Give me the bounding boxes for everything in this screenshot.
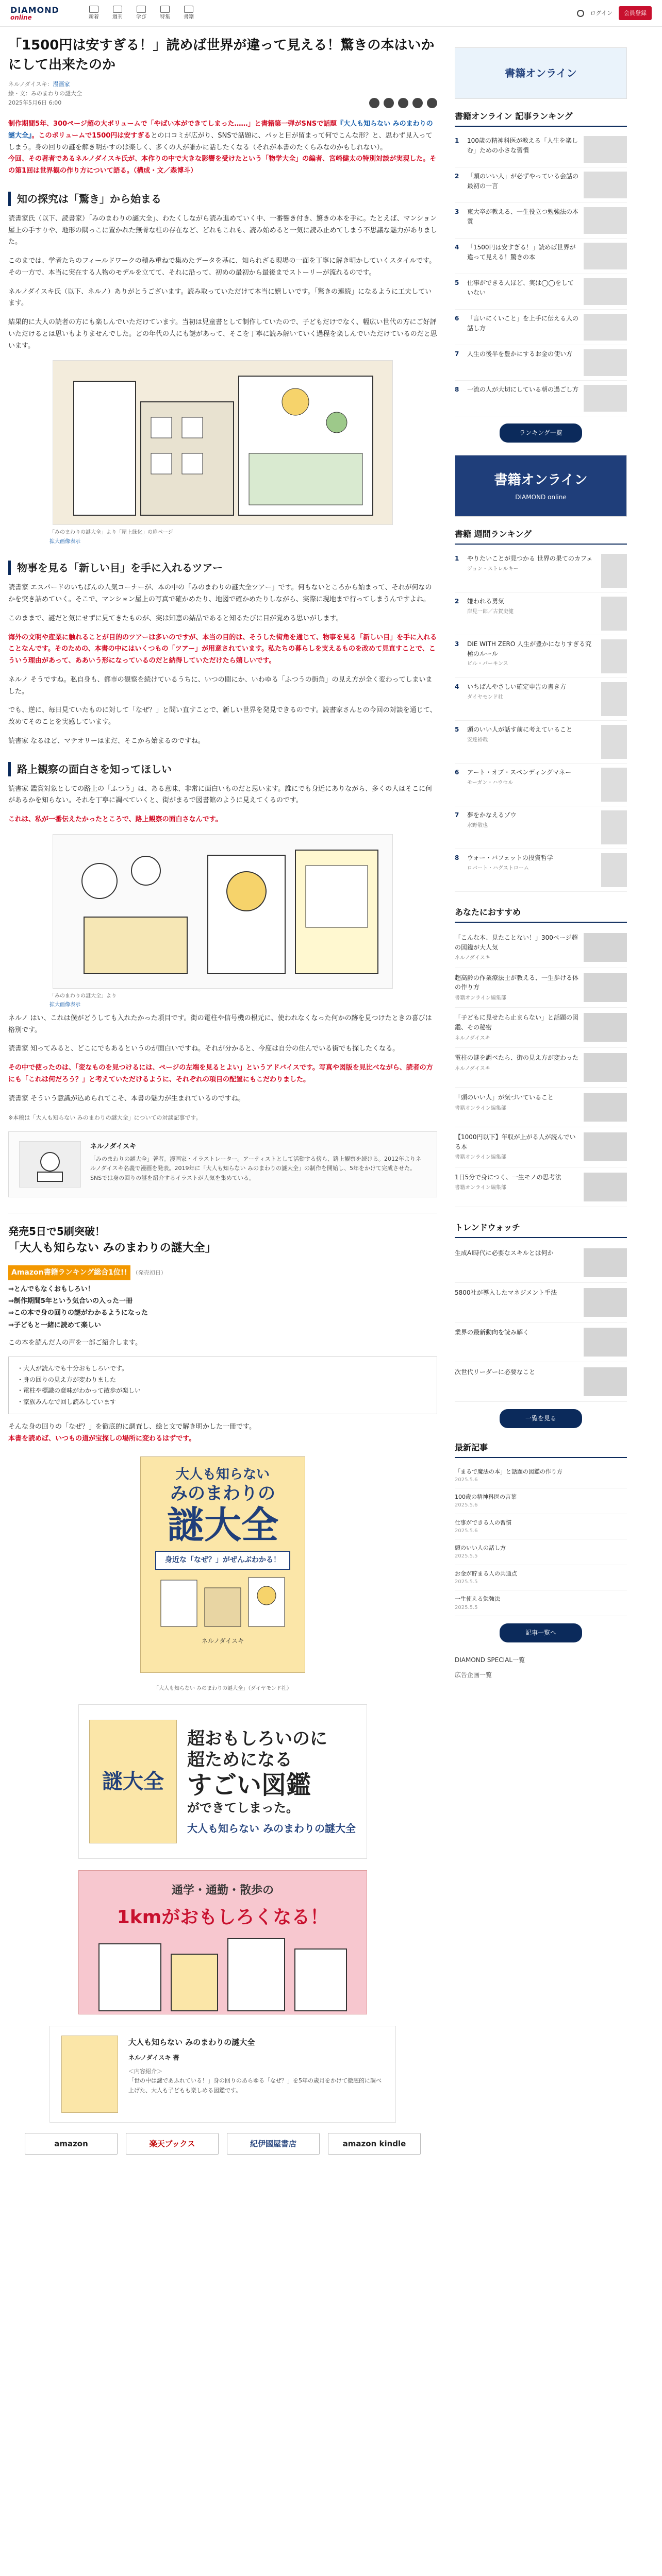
rank-title: 100歳の精神科医が教える「人生を楽しむ」ための小さな習慣 (467, 137, 578, 154)
promo-banner-1[interactable] (78, 1704, 367, 1859)
ranking-title: 書籍オンライン 記事ランキング (455, 109, 627, 127)
book-title: 夢をかなえるゾウ (467, 811, 517, 819)
trend-item-title: 業界の最新動向を読み解く (455, 1328, 529, 1336)
rank-number: 5 (455, 726, 459, 733)
latest-item-date: 2025.5.5 (455, 1604, 478, 1611)
rooftop-drawing (53, 361, 393, 525)
article-lead (8, 118, 437, 177)
rec-thumbnail (584, 1173, 627, 1201)
street-illustration[interactable] (53, 834, 393, 989)
caption-text: 「大人も知らない みのまわりの謎大全」 (154, 1685, 249, 1691)
list-item[interactable] (455, 1565, 627, 1591)
reader-voice: ・電柱や標識の意味がわかって散歩が楽しい (17, 1387, 141, 1395)
article-title: 「1500円は安すぎる！」読めば世界が違って見える！驚きの本はいかにして出来たのか (8, 38, 435, 73)
latest-item-title: 頭のいい人の話し方 (455, 1545, 506, 1552)
author-role[interactable]: 漫画家 (53, 81, 70, 88)
trend-item-title: 5800社が導入したマネジメント手法 (455, 1289, 557, 1296)
feature-icon (160, 6, 170, 13)
ranking-more-button[interactable]: ランキング一覧 (500, 423, 582, 443)
rank-thumbnail (584, 172, 627, 198)
rank-number: 7 (455, 811, 459, 819)
rec-source: ネルノダイスキ (455, 955, 490, 961)
nav-item-books[interactable] (184, 6, 194, 21)
book-info-heading: ＜内容紹介＞ (128, 2067, 162, 2075)
latest-item-title: 仕事ができる人の習慣 (455, 1519, 511, 1526)
latest-item-date: 2025.5.6 (455, 1477, 478, 1483)
promo-bullet: ⇒子どもと一緒に読めて楽しい (8, 1321, 101, 1329)
paragraph: 読書家 そういう意識が込められてこそ、本書の魅力が生まれているのですね。 (8, 1094, 245, 1103)
book-icon (184, 6, 193, 13)
list-item[interactable] (455, 381, 627, 416)
rank-thumbnail (584, 314, 627, 341)
facebook-share-icon[interactable] (398, 98, 408, 108)
book-info-title: 大人も知らない みのまわりの謎大全 (128, 2038, 255, 2047)
figure-street (8, 834, 437, 1010)
list-item[interactable] (455, 345, 627, 381)
list-item[interactable] (455, 928, 627, 968)
book-author: 岸見一郎／古賀史健 (467, 608, 514, 615)
paragraph: 海外の文明や産業に触れることが目的のツアーは多いのですが、本当の目的は、そうした街角を通じて、物事を見る「新しい目」を手に入れることなんです。そのための、本書の中にはいくつもの「ツアー」が用意されています。私たちの暮らしを支えるものを改めて見直すことで、こういう理由があって、ああいう形になっているのだと納得していただけたら嬉しいです。 (8, 633, 437, 665)
weekly-ranking-title: 書籍 週間ランキング (455, 527, 627, 545)
latest-item-title: 「まるで魔法の本」と話題の図鑑の作り方 (455, 1468, 562, 1475)
trend-thumbnail (584, 1367, 627, 1396)
book-thumbnail (601, 639, 627, 673)
recommend-title: あなたにおすすめ (455, 905, 627, 923)
paragraph: ネルノ はい、これは僕がどうしても入れたかった項目です。街の電柱や信号機の根元に、使われなくなった何かの跡を見つけたときの喜びは格別です。 (8, 1014, 432, 1034)
rank-thumbnail (584, 243, 627, 269)
book-thumbnail (601, 682, 627, 716)
author-name[interactable]: ネルノダイスキ (8, 81, 47, 88)
street-drawing (53, 835, 393, 989)
nav-label: 新着 (89, 14, 99, 20)
trend-thumbnail (584, 1328, 627, 1357)
author-portrait-icon (29, 1146, 71, 1182)
caption-text: （ダイヤモンド社） (248, 1685, 292, 1691)
latest-item-title: 一生使える勉強法 (455, 1596, 500, 1603)
author-profile (8, 1131, 437, 1197)
rank-number: 1 (455, 555, 459, 562)
list-item[interactable] (455, 132, 627, 167)
book-thumbnail (601, 810, 627, 844)
rank-title: 「言いにくいこと」を上手に伝える人の話し方 (467, 315, 579, 332)
banner-line: ができてしまった。 (187, 1800, 299, 1815)
article-date: 2025年5月6日 6:00 (8, 99, 62, 106)
reader-voice: ・家族みんなで回し読みしています (17, 1398, 117, 1405)
rank-number: 2 (455, 173, 459, 180)
rec-source: 書籍オンライン編集部 (455, 1185, 506, 1191)
rec-thumbnail (584, 1132, 627, 1161)
rec-source: 書籍オンライン編集部 (455, 995, 506, 1001)
main-nav (89, 6, 194, 21)
print-icon[interactable] (369, 98, 379, 108)
latest-item-date: 2025.5.5 (455, 1579, 478, 1585)
book-author: ダイヤモンド社 (467, 694, 503, 700)
nav-item-learn[interactable] (136, 6, 146, 21)
closing-highlight: 本書を読めば、いつもの道が宝探しの場所に変わるはずです。 (8, 1435, 196, 1443)
rec-source: ネルノダイスキ (455, 1065, 490, 1072)
nav-item-feature[interactable] (160, 6, 170, 21)
logo-bottom: online (10, 13, 32, 21)
book-thumbnail (601, 597, 627, 631)
banner-line: 通学・通勤・散歩の (171, 1884, 274, 1897)
book-info (49, 2026, 396, 2123)
book-title: DIE WITH ZERO 人生が豊かになりすぎる究極のルール (467, 640, 592, 657)
buy-rakuten-button[interactable]: 楽天ブックス (126, 2133, 219, 2155)
rank-title: 「頭のいい人」が必ずやっている会話の最初の一言 (467, 173, 579, 190)
banner-line: すごい図鑑 (187, 1770, 311, 1800)
nav-label: 書籍 (184, 14, 194, 20)
trend-more-button[interactable]: 一覧を見る (500, 1409, 582, 1428)
list-item[interactable] (455, 167, 627, 203)
ad-text: 書籍オンライン (505, 66, 577, 79)
latest-title: 最新記事 (455, 1440, 627, 1458)
rank-number: 6 (455, 769, 459, 776)
book-info-author: ネルノダイスキ 著 (128, 2054, 179, 2061)
trend-thumbnail (584, 1288, 627, 1317)
list-item[interactable] (455, 1088, 627, 1127)
amazon-note: （発売初日） (132, 1269, 167, 1277)
rank-thumbnail (584, 207, 627, 234)
latest-more-button[interactable]: 記事一覧へ (500, 1623, 582, 1642)
list-item[interactable] (455, 1008, 627, 1048)
banner-line: 超おもしろいのに (187, 1728, 327, 1750)
paragraph: 読書家 なるほど、マテオリーはまだ、そこから始まるのですね。 (8, 737, 205, 745)
sidebar-ad-top[interactable] (455, 47, 627, 99)
book-author: 安達裕哉 (467, 737, 488, 743)
section-heading: 物事を見る「新しい目」を手に入れるツアー (8, 561, 437, 575)
rec-title: 【1000円以下】年収が上がる人が読んでいる本 (455, 1133, 576, 1150)
list-item[interactable] (455, 1590, 627, 1616)
mini-cover-title: 謎大全 (102, 1770, 164, 1794)
nav-item-weekly[interactable] (112, 6, 123, 21)
sidebar-ad-books[interactable] (455, 455, 627, 517)
latest-item-date: 2025.5.6 (455, 1502, 478, 1509)
book-title: ウォー・バフェットの投資哲学 (467, 854, 553, 861)
paragraph: ネルノ そうですね。私自身も、都市の観察を続けているうちに、いつの間にか、いわゆる「ふつうの街角」の見え方が全く変わってしまいました。 (8, 675, 433, 696)
reader-voice: ・身の回りの見え方が変わりました (17, 1376, 117, 1383)
rank-title: 東大卒が教える、一生役立つ勉強法の本質 (467, 208, 579, 225)
enlarge-link[interactable]: 拡大画像表示 (49, 1002, 80, 1008)
book-title: アート・オブ・スペンディングマネー (467, 769, 572, 776)
book-author: モーガン・ハウセル (467, 779, 514, 786)
buy-kindle-button[interactable]: amazon kindle (328, 2133, 421, 2155)
promo-bullets (8, 1283, 437, 1332)
promo-bullet: ⇒とんでもなくおもしろい！ (8, 1285, 94, 1293)
paragraph: 結果的に大人の読者の方にも楽しんでいただけています。当初は児童書として制作していたので、子どもだけでなく、幅広い世代の方にご好評いただけるとは思いもよりませんでした。どの年代の人にも謎があって、そこを丁寧に読み解いていく過程を楽しんでいただけているのだと思います。 (8, 318, 437, 350)
figure-rooftop (8, 360, 437, 546)
lead-part: 今回、その著者であるネルノダイスキ氏が、本作りの中で大きな影響を受けたという「物学大全」の編者、宮崎健太の特別対談が実現した。その第1回は世界観の作り方について語る。（構成・文／森博斗） (8, 155, 437, 175)
rank-number: 8 (455, 854, 459, 861)
list-item[interactable] (455, 806, 627, 849)
banner-line: 大人も知らない みのまわりの謎大全 (187, 1822, 356, 1835)
promo-intro: この本を読んだ人の声を一部ご紹介します。 (8, 1339, 142, 1347)
book-thumbnail (601, 853, 627, 887)
list-item[interactable] (455, 203, 627, 239)
trend-title: トレンドウォッチ (455, 1221, 627, 1238)
rank-title: 一流の人が大切にしている朝の過ごし方 (467, 386, 579, 393)
nav-item-new[interactable] (89, 6, 99, 21)
paragraph: 読書家 知ってみると、どこにでもあるというのが面白いですね。それが分かると、今度は自分の住んでいる街でも探したくなる。 (8, 1045, 400, 1053)
rank-thumbnail (584, 278, 627, 305)
promo-closing (8, 1421, 437, 1445)
book-title: 嫌われる勇気 (467, 598, 505, 605)
trend-thumbnail (584, 1248, 627, 1277)
list-item[interactable] (455, 1463, 627, 1489)
rank-number: 8 (455, 386, 459, 393)
cover-title-line: 大人も知らない (175, 1466, 270, 1482)
lead-book-link[interactable]: 『大人も知らない みのまわりの謎大全』 (8, 120, 433, 140)
trend-item-title: 生成AI時代に必要なスキルとは何か (455, 1249, 554, 1257)
list-item[interactable] (455, 635, 627, 678)
rank-number: 6 (455, 315, 459, 322)
cover-title-line: 謎大全 (167, 1503, 278, 1547)
banner-line: 超ためになる (187, 1750, 292, 1771)
rec-thumbnail (584, 1053, 627, 1082)
ad-subtitle: DIAMOND online (515, 494, 567, 501)
book-title: やりたいことが見つかる 世界の果てのカフェ (467, 555, 593, 562)
article-credit: 絵・文：みのまわりの謎大全 (8, 90, 82, 97)
paragraph: このままで、謎だと気にせずに見てきたものが、実は知恵の結晶であると知るたびに目が覚める思いがします。 (8, 614, 343, 622)
buy-kinokuniya-button[interactable]: 紀伊國屋書店 (227, 2133, 320, 2155)
rec-title: 「子どもに見せたら止まらない」と話題の図鑑、その秘密 (455, 1014, 579, 1031)
author-avatar (19, 1141, 81, 1188)
rec-thumbnail (584, 1093, 627, 1122)
profile-text: 「みのまわりの謎大全」著者。漫画家・イラストレーター。アーティストとして活動する傍ら、路上観察を続ける。2012年よりネルノダイスキ名義で漫画を発表。2019年に「大人も知らない みのまわりの謎大全」の制作を開始し、5年をかけて完成させた。SNSでは身の回りの謎を紹介するイラストが人気を集めている。 (90, 1155, 422, 1182)
rec-title: 電柱の謎を調べたら、街の見え方が変わった (455, 1054, 578, 1062)
list-item[interactable] (455, 1048, 627, 1088)
list-item[interactable] (455, 592, 627, 635)
recommend-list (455, 928, 627, 1207)
nav-label: 週刊 (112, 14, 123, 20)
cover-author: ネルノダイスキ (201, 1637, 244, 1645)
article (8, 27, 437, 2165)
book-thumbnail (601, 554, 627, 588)
mini-cover (89, 1720, 177, 1843)
list-item[interactable] (455, 764, 627, 806)
list-item[interactable] (455, 1488, 627, 1514)
rec-source: 書籍オンライン編集部 (455, 1105, 506, 1111)
book-cover[interactable] (140, 1456, 305, 1673)
book-info-text: 「世の中は謎であふれている！」身の回りのあらゆる「なぜ？」を5年の歳月をかけて徹底的に調べ上げた、大人も子どもも楽しめる図鑑です。 (128, 2077, 382, 2094)
site-header (0, 0, 662, 27)
ad-list-link[interactable]: 広告企画一覧 (455, 1671, 492, 1679)
trend-item-title: 次世代リーダーに必要なこと (455, 1368, 536, 1376)
list-item[interactable] (455, 1167, 627, 1207)
nav-label: 特集 (160, 14, 170, 20)
latest-item-title: お金が貯まる人の共通点 (455, 1570, 517, 1577)
list-item[interactable] (455, 310, 627, 345)
profile-name: ネルノダイスキ (90, 1142, 137, 1150)
book-author: ジョン・ストレルキー (467, 566, 519, 572)
share-buttons (8, 98, 437, 108)
paragraph: このまでは、学者たちのフィールドワークの積み重ねで集めたデータを基に、知られざる現場の一面を丁寧に解き明かしていくスタイルです。その一方で、本当に実在する人物のモデルを立てて、それに沿って、初めの最初から最後までストーリーが流れるのです。 (8, 257, 436, 277)
rec-thumbnail (584, 933, 627, 962)
enlarge-link[interactable]: 拡大画像表示 (49, 538, 80, 545)
search-icon[interactable] (577, 10, 584, 17)
book-caption (8, 1684, 437, 1693)
buy-buttons (8, 2133, 437, 2155)
rank-number: 2 (455, 598, 459, 605)
section-heading: 知の探究は「驚き」から始まる (8, 192, 437, 206)
new-icon (89, 6, 98, 13)
sidebar (455, 27, 627, 2165)
banner-illustration (94, 1934, 352, 2016)
rank-title: 仕事ができる人ほど、実は◯◯をしていない (467, 279, 574, 296)
list-item[interactable] (455, 550, 627, 592)
cover-title-line: みのまわりの (170, 1483, 275, 1504)
nav-label: 学び (136, 14, 146, 20)
rec-source: ネルノダイスキ (455, 1035, 490, 1041)
list-item[interactable] (455, 239, 627, 274)
closing-text: そんな身の回りの「なぜ？」を徹底的に調査し、絵と文で解き明かした一冊です。 (8, 1423, 256, 1431)
special-link[interactable]: DIAMOND SPECIAL一覧 (455, 1656, 525, 1664)
rec-title: 「こんな本、見たことない！」300ページ超の図鑑が大人気 (455, 934, 578, 951)
list-item[interactable] (455, 721, 627, 764)
reader-voices (8, 1357, 437, 1414)
rank-number: 3 (455, 208, 459, 215)
ad-title: 書籍オンライン (494, 472, 588, 488)
rec-title: 1日5分で身につく、一生モノの思考法 (455, 1173, 561, 1181)
promo-block (8, 1225, 437, 2155)
list-item[interactable] (455, 1283, 627, 1323)
book-title: いちばんやさしい確定申告の書き方 (467, 683, 567, 690)
buy-amazon-button[interactable]: amazon (25, 2133, 118, 2155)
logo-top: DIAMOND (10, 5, 59, 15)
rec-thumbnail (584, 973, 627, 1002)
lead-part: 制作期間5年、300ページ超の大ボリュームで「やばい本ができてしまった……」と書籍第一弾がSNSで話題 (8, 120, 337, 128)
book-author: 水野敬也 (467, 822, 488, 828)
list-item[interactable] (455, 1127, 627, 1167)
rank-thumbnail (584, 136, 627, 163)
list-item[interactable] (455, 968, 627, 1008)
promo-bullet: ⇒制作期間5年という気合いの入った一冊 (8, 1297, 133, 1306)
rec-title: 超高齢の作業療法士が教える、一生歩ける体の作り方 (455, 974, 579, 991)
paragraph: ネルノダイスキ氏（以下、ネルノ）ありがとうございます。読み取っていただけて本当に嬉しいです。「驚きの連続」になるように工夫しています。 (8, 287, 432, 308)
rec-thumbnail (584, 1013, 627, 1042)
rank-number: 7 (455, 350, 459, 358)
reader-voice: ・大人が読んでも十分おもしろいです。 (17, 1364, 128, 1372)
list-item[interactable] (455, 1539, 627, 1565)
book-thumbnail (601, 725, 627, 759)
author-sep: ： (47, 81, 53, 88)
latest-item-title: 100歳の精神科医の言葉 (455, 1494, 517, 1501)
lead-part: との口コミが広がり、SNSで話題に、パッと目が留まって何でこんな形？と、思わず見入ってしまう。身の回りの謎を解き明かすのは楽しく、多くの人が誰かに話したくなる（それが本書のたくらみなのかもしれない）。 (8, 131, 433, 151)
paragraph: でも、逆に、毎日見ていたものに対して「なぜ？」と問い直すことで、新しい世界を発見できるのです。読書家さんとの今回の対談を通じて、改めてそのことを実感しています。 (8, 706, 437, 726)
rank-number: 4 (455, 244, 459, 251)
list-item[interactable] (455, 678, 627, 721)
book-thumbnail (601, 768, 627, 802)
rank-number: 1 (455, 137, 459, 144)
cover-subtitle: 身近な「なぜ？」がぜんぶわかる！ (155, 1551, 290, 1570)
list-item[interactable] (455, 849, 627, 892)
rank-number: 4 (455, 683, 459, 690)
book-author: ロバート・ハグストローム (467, 865, 529, 871)
banner-line: 1kmがおもしろくなる！ (117, 1906, 329, 1928)
header-actions (577, 6, 652, 20)
paragraph: 読書家 エスパードのいちばんの人気コーナーが、本の中の「みのまわりの謎大全ツアー」です。何もないところから始まって、それが何なのかを突き詰めていく。そこで、マンション屋上の写真で確かめたり、地図で確かめたりしながら、実際に現地まで行ってしまうんですよね。 (8, 584, 432, 604)
magazine-icon (113, 6, 122, 13)
list-item[interactable] (455, 1514, 627, 1540)
promo-bullet: ⇒この本で身の回りの謎がわかるようになった (8, 1309, 148, 1317)
line-share-icon[interactable] (412, 98, 423, 108)
learn-icon (137, 6, 146, 13)
paragraph: これは、私が一番伝えたかったところで、路上観察の面白さなんです。 (8, 816, 222, 824)
list-item[interactable] (455, 274, 627, 310)
book-thumbnail[interactable] (61, 2036, 118, 2113)
latest-item-date: 2025.5.5 (455, 1553, 478, 1560)
section-heading: 路上観察の面白さを知ってほしい (8, 762, 437, 776)
latest-list (455, 1463, 627, 1616)
rank-thumbnail (584, 385, 627, 412)
rank-title: 「1500円は安すぎる！」読めば世界が違って見える！驚きの本 (467, 244, 576, 261)
rank-number: 5 (455, 279, 459, 286)
x-share-icon[interactable] (384, 98, 394, 108)
book-author: ビル・パーキンス (467, 661, 508, 667)
list-item[interactable] (455, 1362, 627, 1402)
bookmark-icon[interactable] (427, 98, 437, 108)
figure-caption: 「みのまわりの謎大全」より「屋上緑化」の扉ページ (49, 530, 173, 536)
trend-list (455, 1243, 627, 1402)
register-button[interactable]: 会員登録 (619, 6, 652, 20)
amazon-badge: Amazon書籍ランキング総合1位!! (8, 1265, 130, 1280)
rank-number: 3 (455, 640, 459, 648)
ranking-list (455, 132, 627, 416)
lead-part: 。このボリュームで1500円は安すぎる (31, 131, 151, 140)
latest-item-date: 2025.5.6 (455, 1528, 478, 1534)
promo-book-title: 「大人も知らない みのまわりの謎大全」 (8, 1241, 217, 1255)
rank-title: 人生の後半を豊かにするお金の使い方 (467, 350, 573, 358)
site-logo[interactable] (10, 3, 58, 24)
rank-thumbnail (584, 349, 627, 376)
paragraph: 読書家氏（以下、読書家）「みのまわりの謎大全」、わたくしながら読み進めていく中、一番響き付き、驚きの本を手に。たとえば、マンション屋上の手すりや、地形の隅っこに置かれた無骨な柱の存在など、どれもこれも、読み始めると一気に読み止めてしまう不思議な魅力がありました。 (8, 214, 437, 246)
paragraph: 読書家 鑑賞対象としての路上の「ふつう」は、ある意味、非常に面白いものだと思います。誰にでも身近にありながら、多くの人はそこに何があるかを知らない。それを丁寧に調べていくと、街がまるで図書館のように見えてくるのです。 (8, 785, 433, 805)
promo-banner-2[interactable] (78, 1870, 367, 2014)
list-item[interactable] (455, 1243, 627, 1283)
promo-title: 発売5日で5刷突破！ (8, 1225, 105, 1238)
rec-source: 書籍オンライン編集部 (455, 1155, 506, 1161)
list-item[interactable] (455, 1323, 627, 1362)
article-note: ※本稿は「大人も知らない みのまわりの謎大全」についての対談記事です。 (8, 1114, 202, 1122)
paragraph: その中で使ったのは、「変なものを見つけるには、ページの左端を見るとよい」というアドバイスです。写真や図版を見比べながら、読者の方にも「これは何だろう？」と考えていただけるように、それぞれの項目の配置にもこだわりました。 (8, 1064, 433, 1083)
figure-caption: 「みのまわりの謎大全」より (49, 993, 117, 999)
login-link[interactable]: ログイン (590, 9, 613, 16)
cover-illustration (156, 1575, 290, 1632)
rec-title: 「頭のいい人」が気づいていること (455, 1094, 554, 1101)
book-title: 頭のいい人が話す前に考えていること (467, 726, 573, 733)
weekly-ranking-list (455, 550, 627, 892)
rooftop-illustration[interactable] (53, 360, 393, 525)
